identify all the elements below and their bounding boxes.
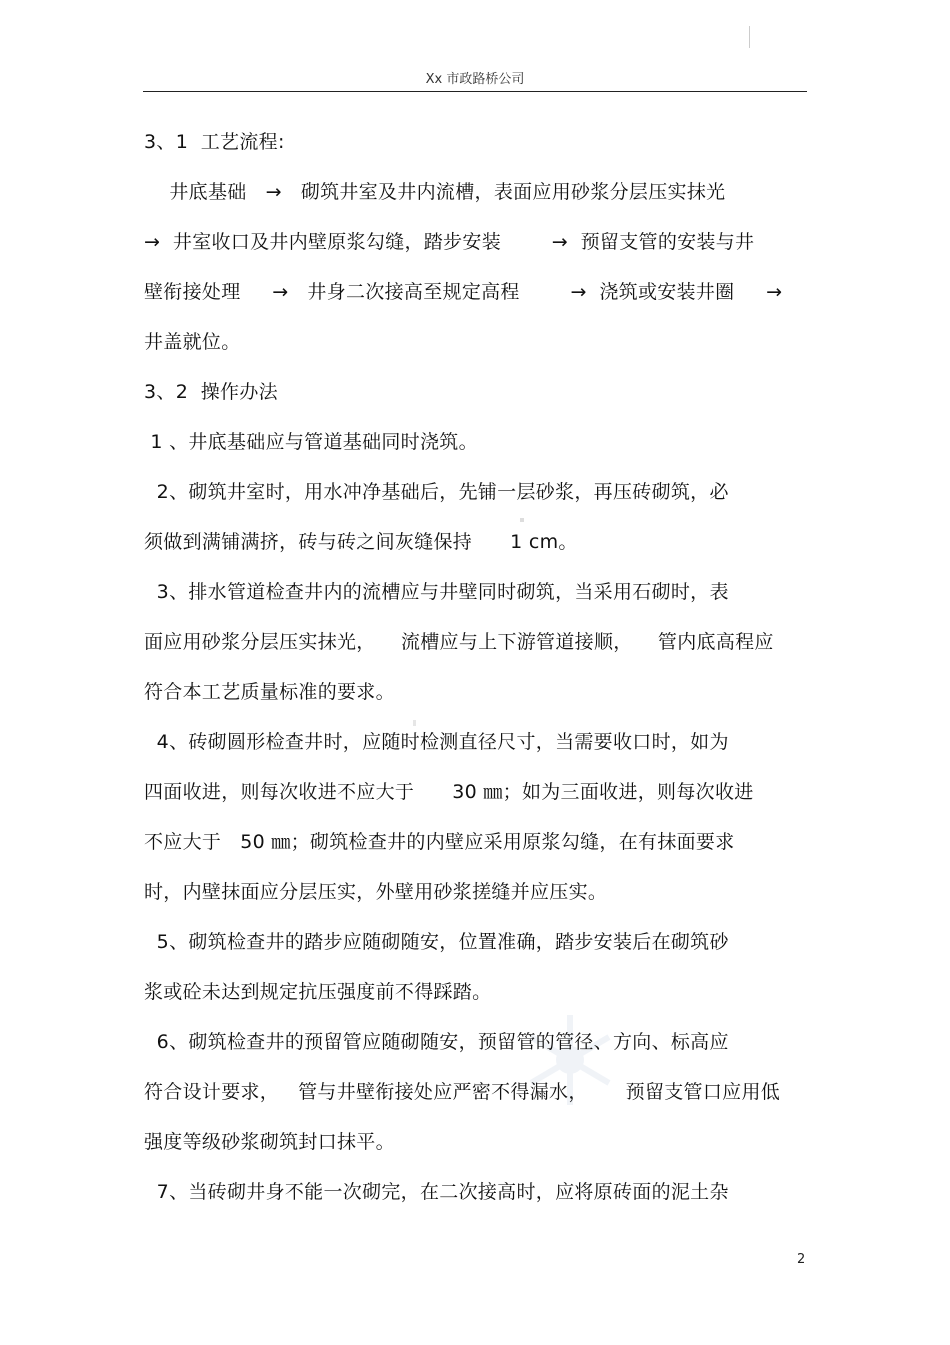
- section-heading-3-2: 3、2 操作办法: [144, 381, 278, 403]
- body-line: 四面收进，则每次收进不应大于 30 ㎜；如为三面收进，则每次收进: [144, 781, 754, 803]
- body-line: 6、砌筑检查井的预留管应随砌随安，预留管的管径、方向、标高应: [144, 1031, 729, 1053]
- body-line: 符合设计要求， 管与井壁衔接处应严密不得漏水， 预留支管口应用低: [144, 1081, 781, 1103]
- body-line: 面应用砂浆分层压实抹光， 流槽应与上下游管道接顺， 管内底高程应: [144, 631, 774, 653]
- section-heading-3-1: 3、1 工艺流程:: [144, 131, 285, 153]
- header-rule: [143, 91, 807, 92]
- body-line: 壁衔接处理 → 井身二次接高至规定高程 → 浇筑或安装井圈 →: [144, 281, 783, 303]
- body-line: 1 、井底基础应与管道基础同时浇筑。: [144, 431, 478, 453]
- body-line: 浆或砼未达到规定抗压强度前不得踩踏。: [144, 981, 492, 1003]
- body-line: 时，内壁抹面应分层压实，外壁用砂浆搓缝并应压实。: [144, 881, 608, 903]
- body-line: → 井室收口及井内壁原浆勾缝，踏步安装 → 预留支管的安装与井: [144, 231, 755, 253]
- body-line: 4、砖砌圆形检查井时，应随时检测直径尺寸，当需要收口时，如为: [144, 731, 729, 753]
- body-line: 3、排水管道检查井内的流槽应与井壁同时砌筑，当采用石砌时，表: [144, 581, 729, 603]
- page-number: 2: [797, 1252, 806, 1267]
- body-line: 5、砌筑检查井的踏步应随砌随安，位置准确，踏步安装后在砌筑砂: [144, 931, 729, 953]
- body-line: 2、砌筑井室时，用水冲净基础后，先铺一层砂浆，再压砖砌筑，必: [144, 481, 729, 503]
- body-line: 井盖就位。: [144, 331, 241, 353]
- body-line: 符合本工艺质量标准的要求。: [144, 681, 395, 703]
- scan-speck: [520, 518, 524, 522]
- body-line: 不应大于 50 ㎜；砌筑检查井的内壁应采用原浆勾缝，在有抹面要求: [144, 831, 735, 853]
- corner-mark: [749, 26, 750, 48]
- running-header: Xx 市政路桥公司: [425, 72, 525, 87]
- scan-speck: [413, 720, 416, 726]
- body-line: 井底基础 → 砌筑井室及井内流槽，表面应用砂浆分层压实抹光: [144, 181, 726, 203]
- body-line: 强度等级砂浆砌筑封口抹平。: [144, 1131, 395, 1153]
- body-line: 须做到满铺满挤，砖与砖之间灰缝保持 1 cm。: [144, 531, 578, 553]
- body-line: 7、当砖砌井身不能一次砌完，在二次接高时，应将原砖面的泥土杂: [144, 1181, 729, 1203]
